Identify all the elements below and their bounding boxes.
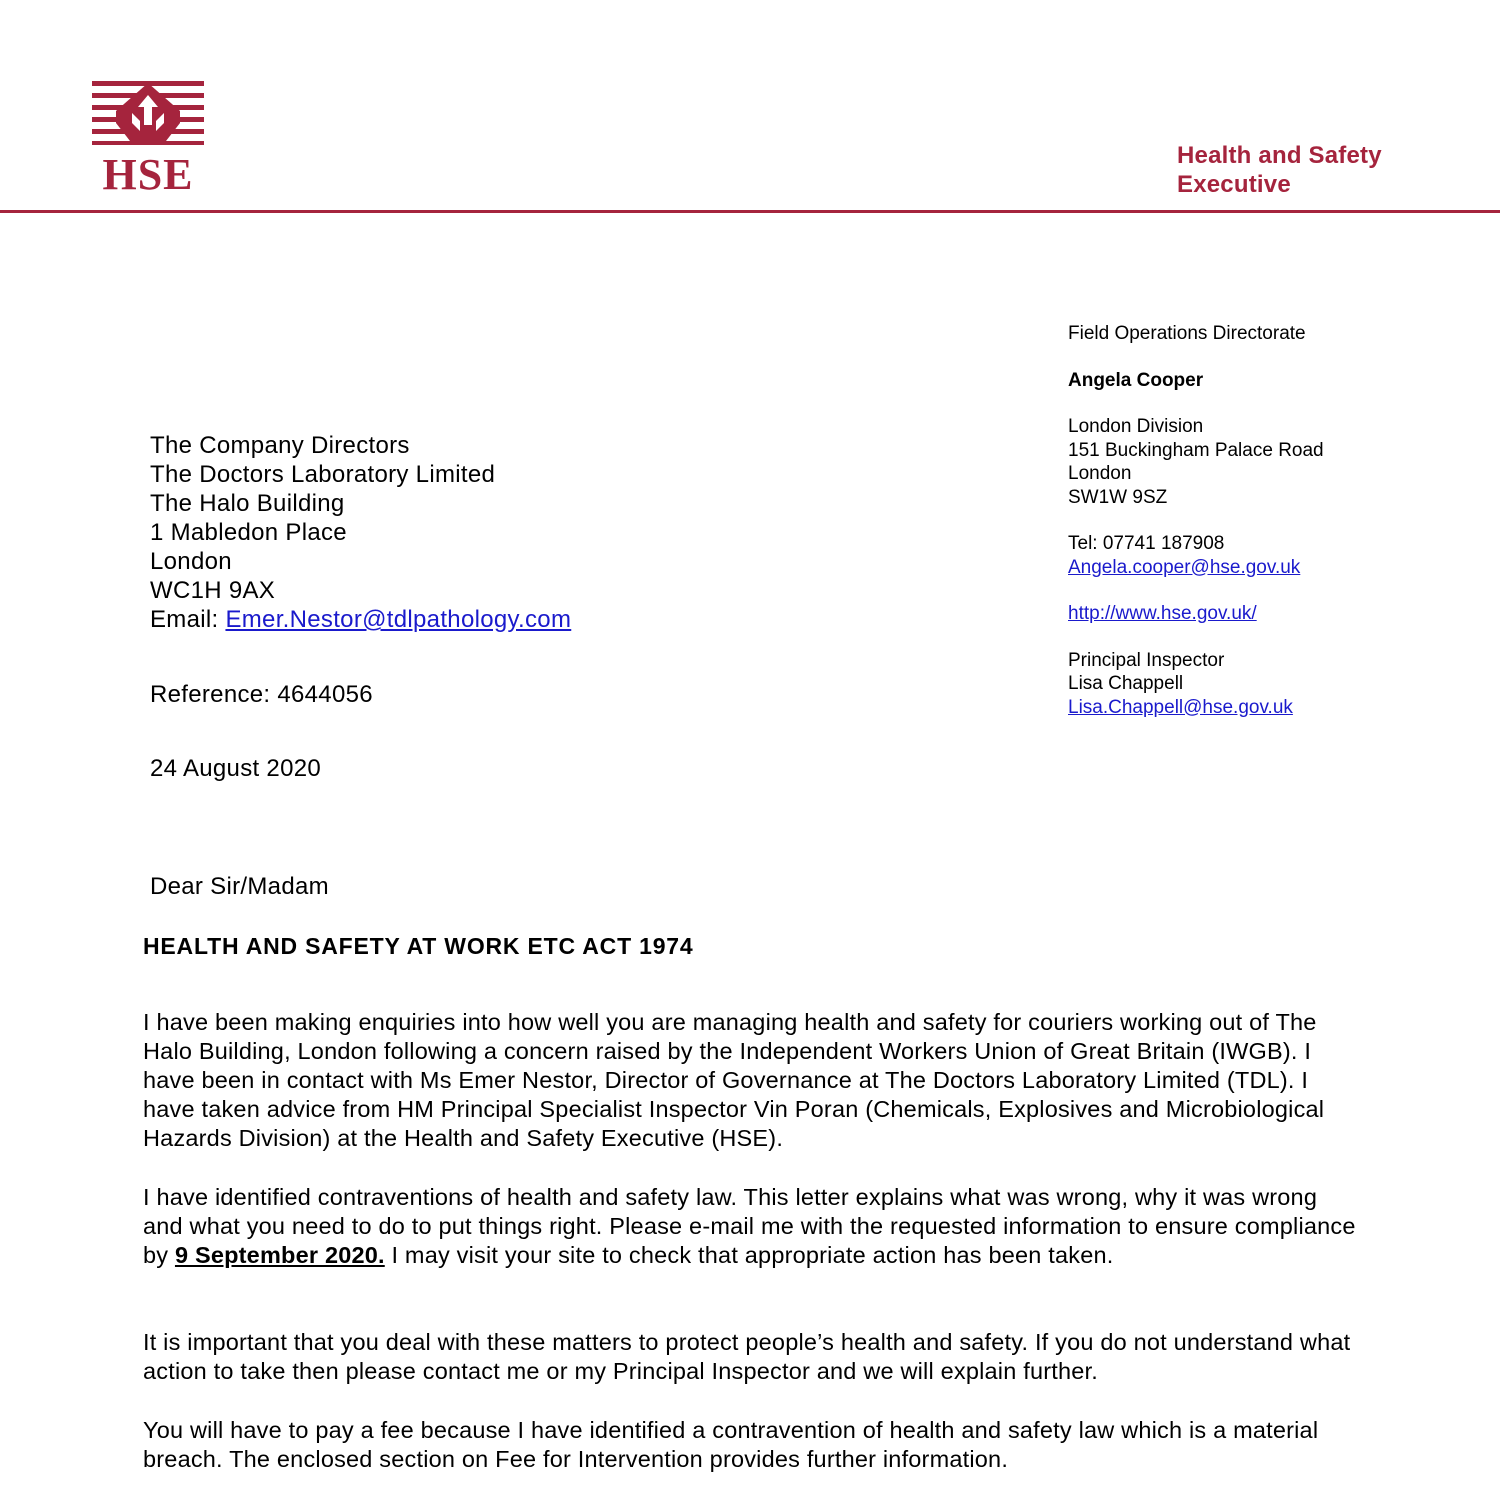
sender-address-line: London — [1068, 463, 1132, 484]
sender-address-line: SW1W 9SZ — [1068, 486, 1168, 508]
reference-number: Reference: 4644056 — [150, 681, 373, 708]
recipient-line: 1 Mabledon Place — [150, 519, 347, 546]
organisation-name-line-2: Executive — [1177, 171, 1291, 198]
salutation: Dear Sir/Madam — [150, 873, 329, 900]
sender-telephone: Tel: 07741 187908 — [1068, 533, 1225, 554]
recipient-line: WC1H 9AX — [150, 577, 276, 604]
principal-inspector-title: Principal Inspector — [1068, 649, 1225, 671]
body-paragraph-1: I have been making enquiries into how well you are managing health and safety for couriers working out of The Halo Building, London following a concern raised by the Independent Workers Union of Great Britain (IWGB). I have been in contact with Ms Emer Nestor, Director of Governance at The Doctors Laboratory Limited (TDL). I have taken advice from HM Principal Specialist Inspector Vin Poran (Chemicals, Explosives and Microbiological Hazards Division) at the Health and Safety Executive (HSE). — [143, 1009, 1325, 1151]
recipient-address-block — [150, 431, 850, 634]
sender-address-line: 151 Buckingham Palace Road — [1068, 439, 1324, 461]
organisation-name-line-1: Health and Safety — [1177, 142, 1382, 169]
body-paragraph-2 — [143, 1183, 1363, 1270]
recipient-line: The Doctors Laboratory Limited — [150, 461, 496, 488]
recipient-email-label: Email: — [150, 606, 226, 633]
recipient-email-link[interactable]: Emer.Nestor@tdlpathology.com — [225, 606, 572, 633]
sender-block — [1068, 322, 1488, 719]
header-divider — [0, 210, 1500, 213]
paragraph-2-text: I have identified contraventions of health and safety law. This letter explains what was wrong, why it was wrong and what you need to do to put things right. Please e-mail me with the requested information to ensure compliance by — [143, 1184, 1356, 1268]
sender-address-line: London Division — [1068, 416, 1204, 437]
hse-website-link[interactable]: http://www.hse.gov.uk/ — [1068, 603, 1257, 624]
recipient-line: The Halo Building — [150, 490, 345, 517]
logo-text: HSE — [102, 150, 194, 191]
organisation-name — [1177, 141, 1477, 199]
sender-name: Angela Cooper — [1068, 369, 1204, 391]
paragraph-2-text-end: I may visit your site to check that appropriate action has been taken. — [384, 1242, 1114, 1268]
compliance-deadline: 9 September 2020. — [174, 1242, 385, 1268]
sender-email-link[interactable]: Angela.cooper@hse.gov.uk — [1068, 556, 1301, 578]
letter-date: 24 August 2020 — [150, 755, 322, 782]
subject-heading: HEALTH AND SAFETY AT WORK ETC ACT 1974 — [143, 933, 694, 959]
recipient-line: London — [150, 548, 232, 575]
sender-directorate: Field Operations Directorate — [1068, 323, 1306, 344]
hse-logo-graphic — [92, 81, 204, 191]
principal-inspector-email-link[interactable]: Lisa.Chappell@hse.gov.uk — [1068, 696, 1293, 718]
recipient-line: The Company Directors — [150, 432, 410, 459]
recipient-email-line — [150, 605, 850, 634]
hse-logo — [92, 81, 204, 191]
body-paragraph-3: It is important that you deal with these matters to protect people’s health and safety. If you do not understand what action to take then please contact me or my Principal Inspector and we will explain further. — [143, 1329, 1351, 1384]
principal-inspector-name: Lisa Chappell — [1068, 673, 1184, 694]
body-paragraph-4: You will have to pay a fee because I have identified a contravention of health and safety law which is a material breach. The enclosed section on Fee for Intervention provides further information. — [143, 1417, 1319, 1472]
